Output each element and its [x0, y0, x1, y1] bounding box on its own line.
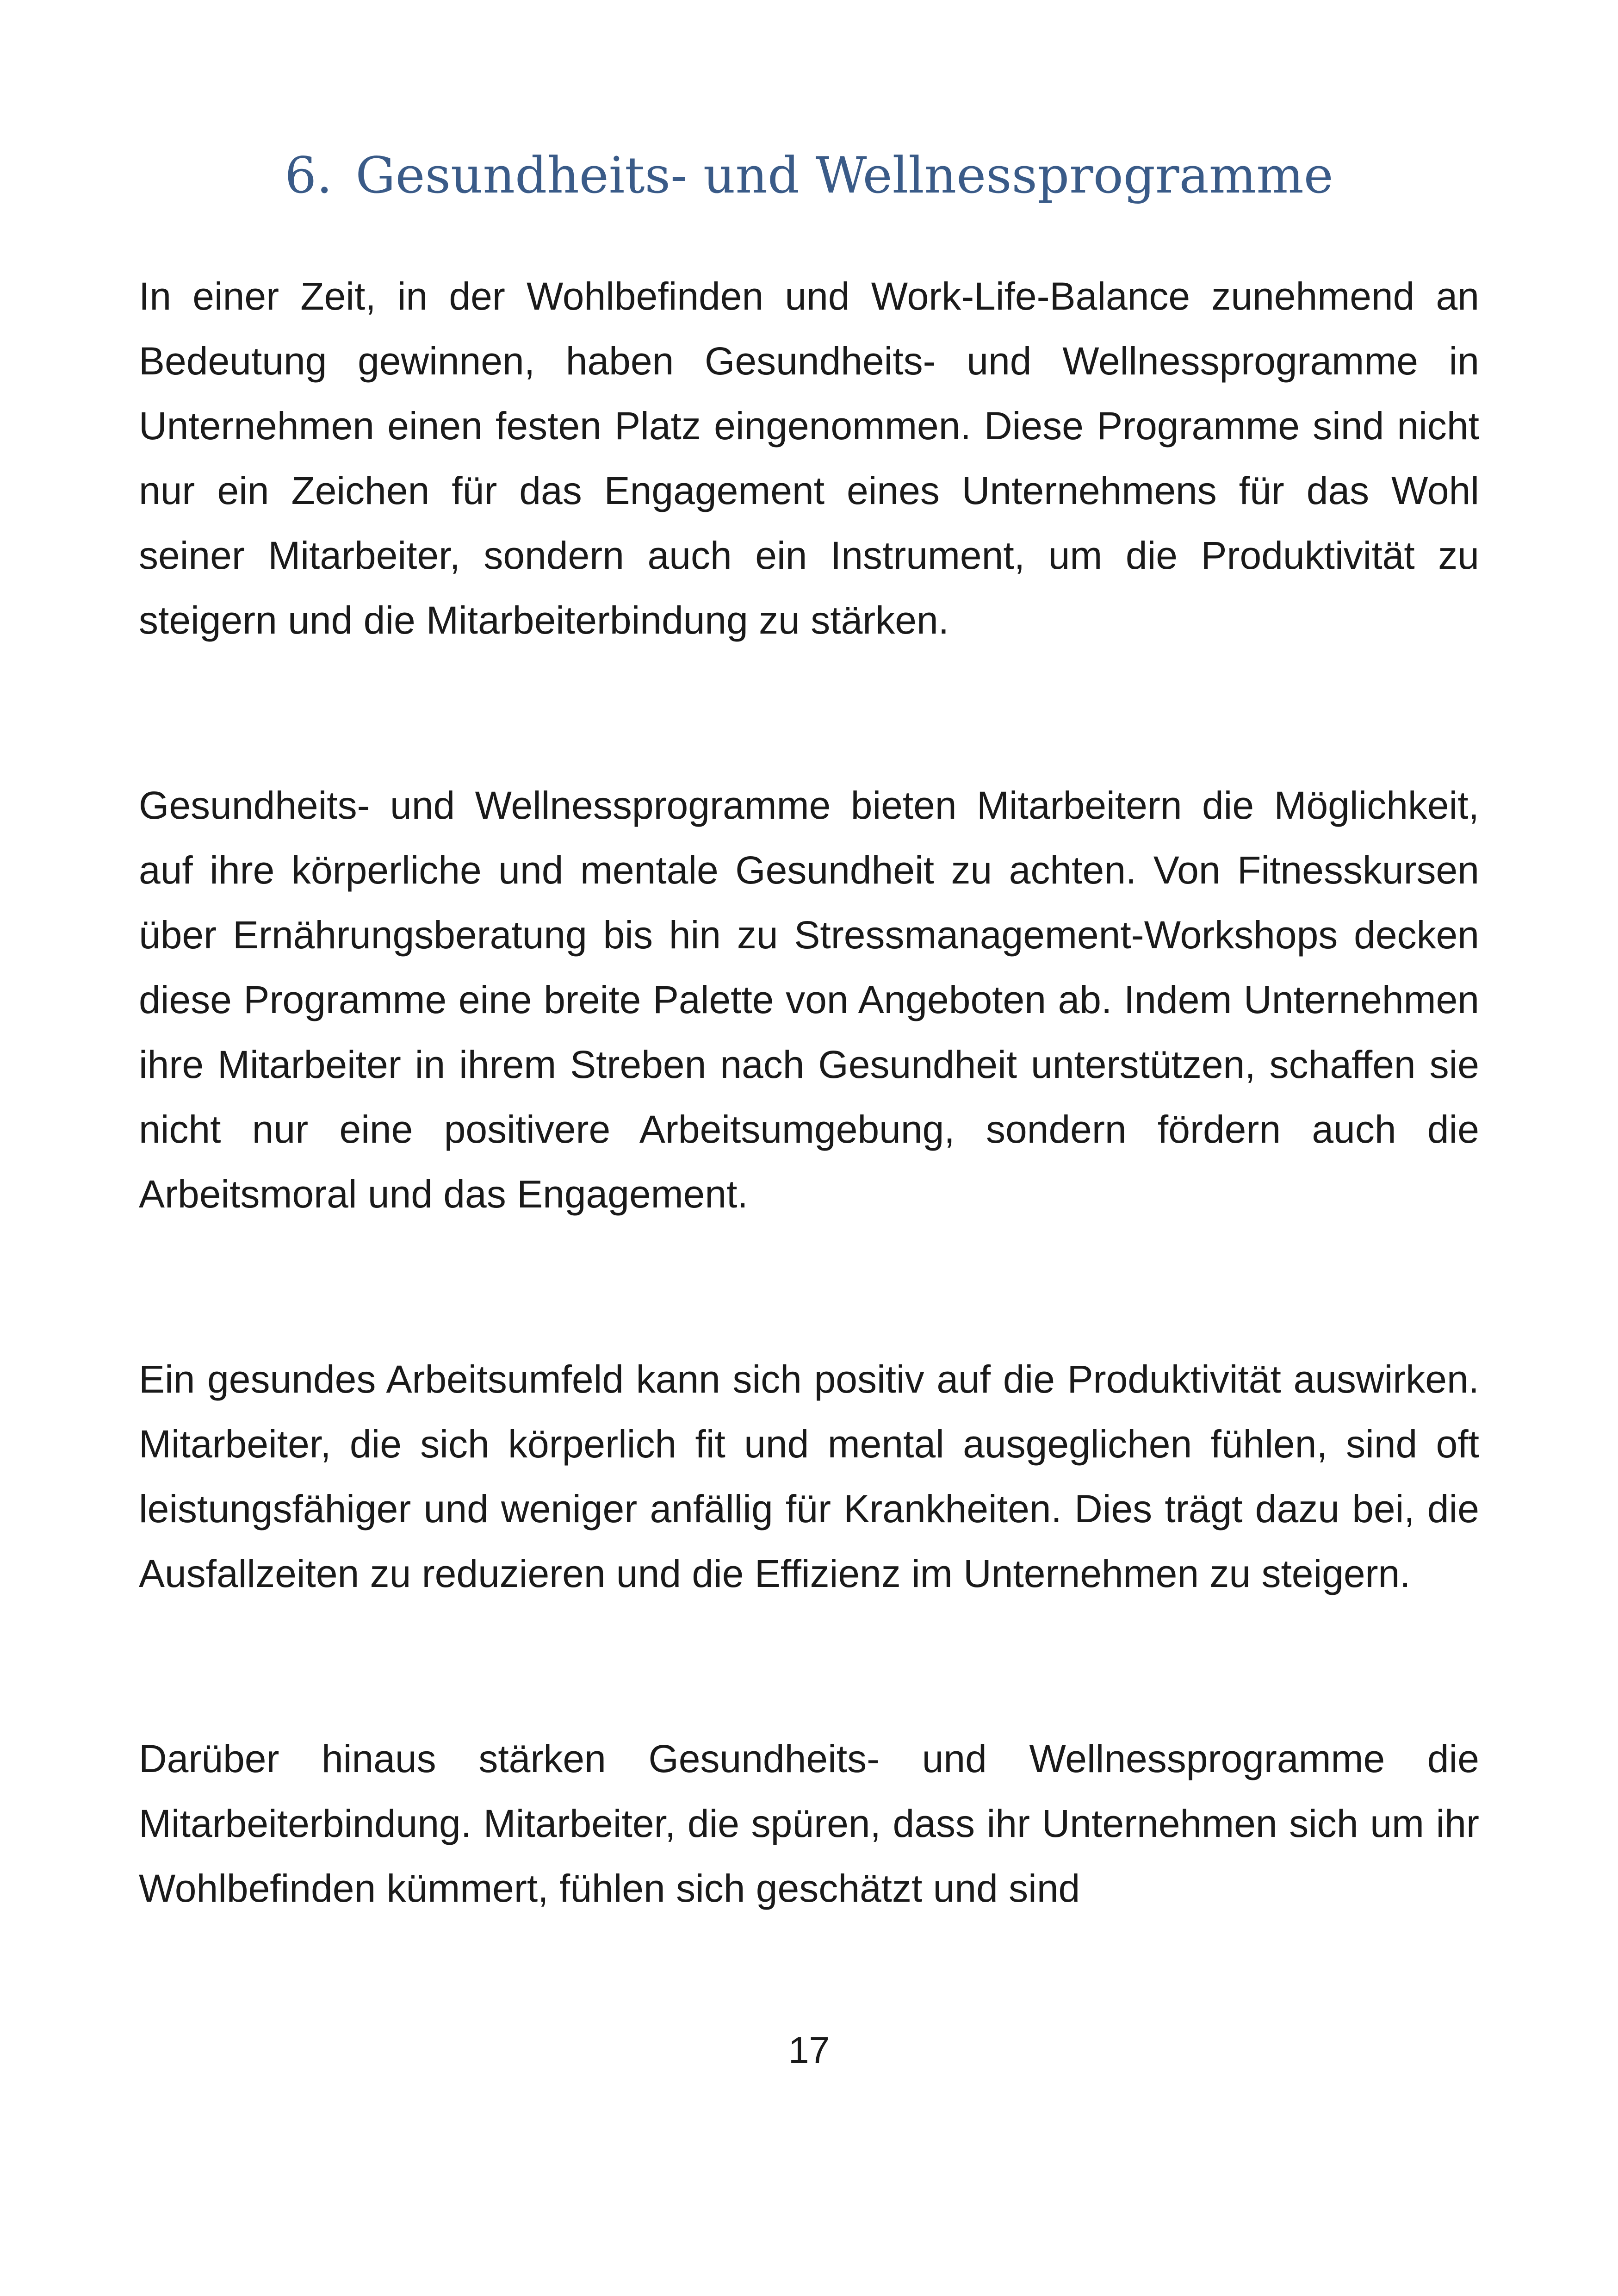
page-number: 17 [788, 2029, 830, 2071]
section-title: Gesundheits- und Wellnessprogramme [355, 147, 1333, 205]
section-number: 6. [285, 147, 333, 205]
section-heading [139, 141, 1479, 211]
paragraph: Ein gesundes Arbeitsumfeld kann sich positiv auf die Produktivität auswirken. Mitarbeiter, die sich körperlich fit und mental ausgeglichen fühlen, sind oft leistungsfähiger und weniger anfällig für Krankheiten. Dies trägt dazu bei, die Ausfallzeiten zu reduzieren und die Effizienz im Unternehmen zu steigern. [139, 1357, 1479, 1595]
paragraph: In einer Zeit, in der Wohlbefinden und Work-Life-Balance zunehmend an Bedeutung gewinnen, haben Gesundheits- und Wellnessprogramme in Unternehmen einen festen Platz eingenommen. Diese Programme sind nicht nur ein Zeichen für das Engagement eines Unternehmens für das Wohl seiner Mitarbeiter, sondern auch ein Instrument, um die Produktivität zu steigern und die Mitarbeiterbindung zu stärken. [139, 274, 1479, 642]
paragraph: Gesundheits- und Wellnessprogramme bieten Mitarbeitern die Möglichkeit, auf ihre körperliche und mentale Gesundheit zu achten. Von Fitnesskursen über Ernährungsberatung bis hin zu Stressmanagement-Workshops decken diese Programme eine breite Palette von Angeboten ab. Indem Unternehmen ihre Mitarbeiter in ihrem Streben nach Gesundheit unterstützen, schaffen sie nicht nur eine positivere Arbeitsumgebung, sondern fördern auch die Arbeitsmoral und das Engagement. [139, 784, 1479, 1216]
paragraph: Darüber hinaus stärken Gesundheits- und Wellnessprogramme die Mitarbeiterbindung. Mitarbeiter, die spüren, dass ihr Unternehmen sich um ihr Wohlbefinden kümmert, fühlen sich geschätzt und sind [139, 1737, 1479, 1910]
